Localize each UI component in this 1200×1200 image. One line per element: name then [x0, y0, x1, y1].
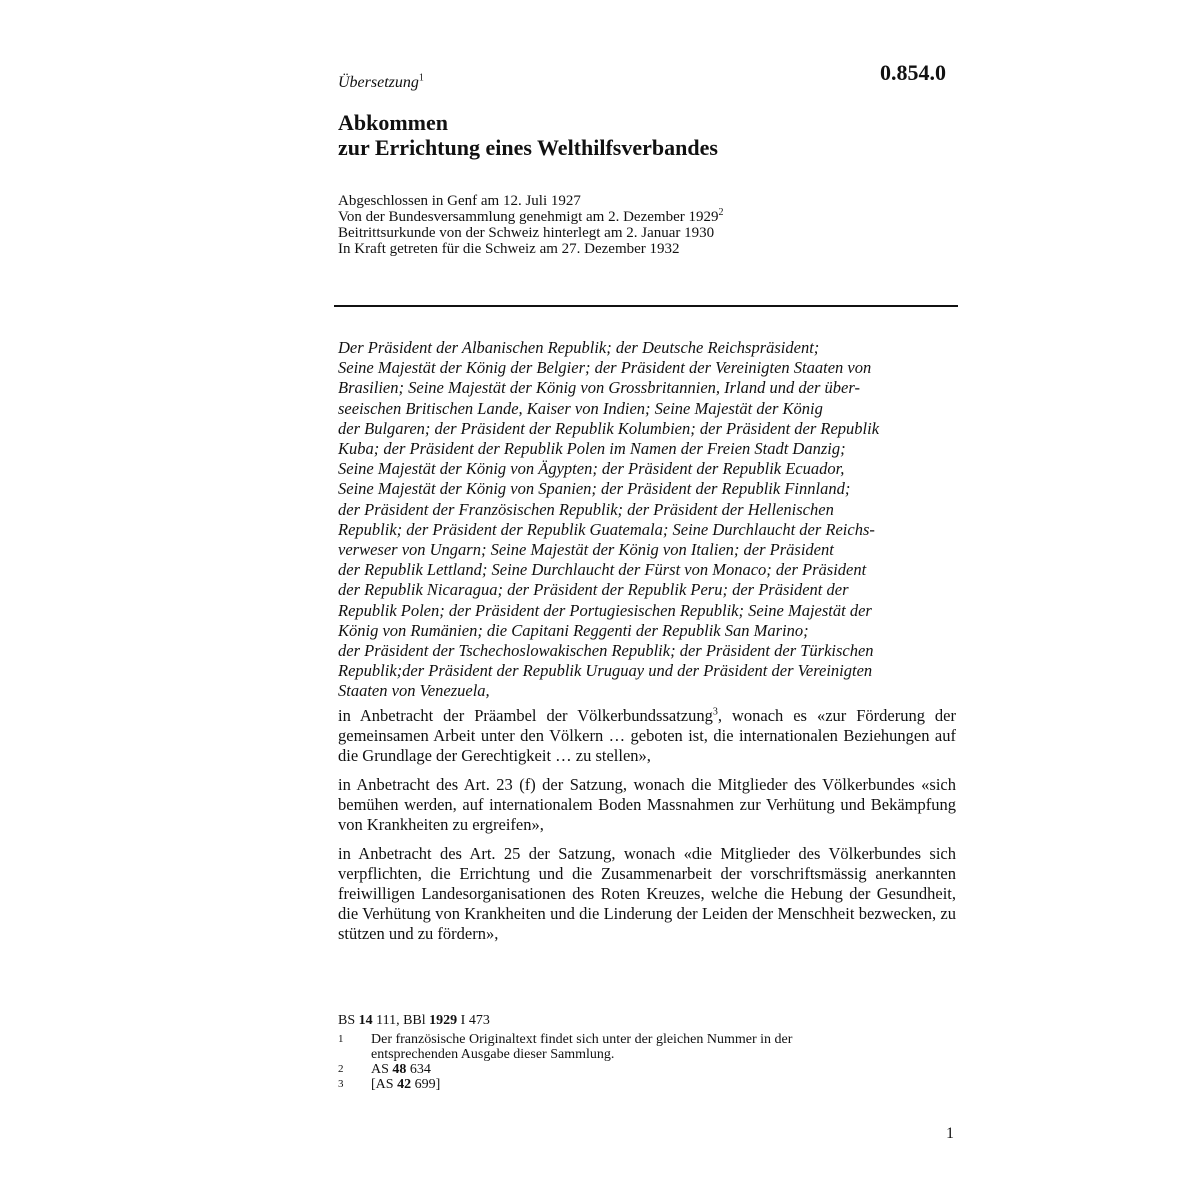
document-metadata: [338, 193, 723, 257]
meta-approved: Von der Bundesversammlung genehmigt am 2. Dezember 1929$^2$: [338, 207, 724, 225]
recital-paragraph-1: in Anbetracht der Präambel der Völkerbundssatzung$^3$, wonach es «zur Förderung der gemeinsamen Arbeit unter den Völkern … geboten ist, die internationalen Beziehungen auf die Grundlage der Gerechtigkeit … zu stellen»,: [338, 706, 957, 765]
preamble-line: Republik; der Präsident der Republik Guatemala; Seine Durchlaucht der Reichs-: [338, 519, 875, 539]
translation-label: Übersetzung$^1$: [338, 72, 424, 91]
footnote-text: Der französische Originaltext findet sich unter der gleichen Nummer in der entsprechenden Ausgabe dieser Sammlung.: [371, 1032, 793, 1062]
title-line-1: Abkommen: [338, 110, 449, 135]
preamble-line: der Präsident der Französischen Republik; der Präsident der Hellenischen: [338, 499, 834, 519]
horizontal-rule: [334, 305, 958, 307]
preamble-line: seeischen Britischen Lande, Kaiser von Indien; Seine Majestät der König: [338, 398, 823, 418]
footnote-number: 2: [338, 1063, 344, 1075]
preamble-line: Staaten von Venezuela,: [338, 681, 490, 701]
footnote-ref-1[interactable]: 1: [418, 72, 424, 84]
recitals: [338, 706, 956, 953]
footnote-ref-3[interactable]: 3: [712, 706, 718, 718]
preamble-line: Brasilien; Seine Majestät der König von Grossbritannien, Irland und der über-: [338, 378, 860, 398]
preamble-parties: [338, 338, 958, 702]
preamble-line: der Republik Nicaragua; der Präsident der Republik Peru; der Präsident der: [338, 580, 849, 600]
footnote-ref-2[interactable]: 2: [718, 207, 724, 218]
source-reference: BS 14 111, BBl 1929 I 473: [338, 1013, 490, 1028]
preamble-line: König von Rumänien; die Capitani Reggenti der Republik San Marino;: [338, 620, 809, 640]
footnote-text: AS 48 634: [371, 1062, 431, 1077]
preamble-line: Republik;der Präsident der Republik Uruguay und der Präsident der Vereinigten: [338, 661, 873, 681]
document-title: [338, 110, 718, 160]
preamble-line: Seine Majestät der König der Belgier; der Präsident der Vereinigten Staaten von: [338, 358, 872, 378]
recital-paragraph-2: in Anbetracht des Art. 23 (f) der Satzung, wonach die Mitglieder des Völkerbundes «sich bemühen werden, auf internationalem Boden Massnahmen zur Verhütung und Bekämpfung von Krankheiten zu ergreifen»,: [338, 775, 956, 834]
footnote-2: [338, 1062, 958, 1077]
footnotes: [338, 1013, 958, 1092]
recital-paragraph-3: in Anbetracht des Art. 25 der Satzung, wonach «die Mitglieder des Völkerbundes sich verpflichten, die Errichtung und die Zusammenarbeit der vorschriftsmässig anerkannten freiwilligen Landesorganisationen des Roten Kreuzes, welche die Hebung der Gesundheit, die Verhütung von Krankheiten und die Linderung der Leiden der Menschheit bezwecken, zu stützen und zu fördern»,: [338, 844, 956, 943]
meta-deposited: Beitrittsurkunde von der Schweiz hinterlegt am 2. Januar 1930: [338, 225, 715, 241]
preamble-line: Kuba; der Präsident der Republik Polen im Namen der Freien Stadt Danzig;: [338, 439, 846, 459]
footnote-number: 3: [338, 1078, 344, 1090]
footnote-number: 1: [338, 1033, 344, 1045]
preamble-line: Der Präsident der Albanischen Republik; der Deutsche Reichspräsident;: [338, 338, 820, 357]
footnote-text: [AS 42 699]: [371, 1077, 441, 1092]
footnote-3: [338, 1077, 958, 1092]
preamble-line: der Republik Lettland; Seine Durchlaucht der Fürst von Monaco; der Präsident: [338, 560, 867, 580]
footnote-1: [338, 1032, 958, 1062]
meta-in-force: In Kraft getreten für die Schweiz am 27. Dezember 1932: [338, 241, 680, 257]
preamble-line: Seine Majestät der König von Spanien; der Präsident der Republik Finnland;: [338, 479, 851, 499]
preamble-line: Seine Majestät der König von Ägypten; der Präsident der Republik Ecuador,: [338, 459, 845, 479]
meta-concluded: Abgeschlossen in Genf am 12. Juli 1927: [338, 193, 581, 209]
preamble-line: der Präsident der Tschechoslowakischen Republik; der Präsident der Türkischen: [338, 641, 874, 661]
sr-number: 0.854.0: [880, 60, 946, 85]
title-line-2: zur Errichtung eines Welthilfsverbandes: [338, 135, 718, 160]
preamble-line: Republik Polen; der Präsident der Portugiesischen Republik; Seine Majestät der: [338, 600, 872, 620]
page-number: 1: [946, 1125, 954, 1142]
preamble-line: verweser von Ungarn; Seine Majestät der König von Italien; der Präsident: [338, 540, 834, 560]
preamble-line: der Bulgaren; der Präsident der Republik Kolumbien; der Präsident der Republik: [338, 418, 880, 438]
